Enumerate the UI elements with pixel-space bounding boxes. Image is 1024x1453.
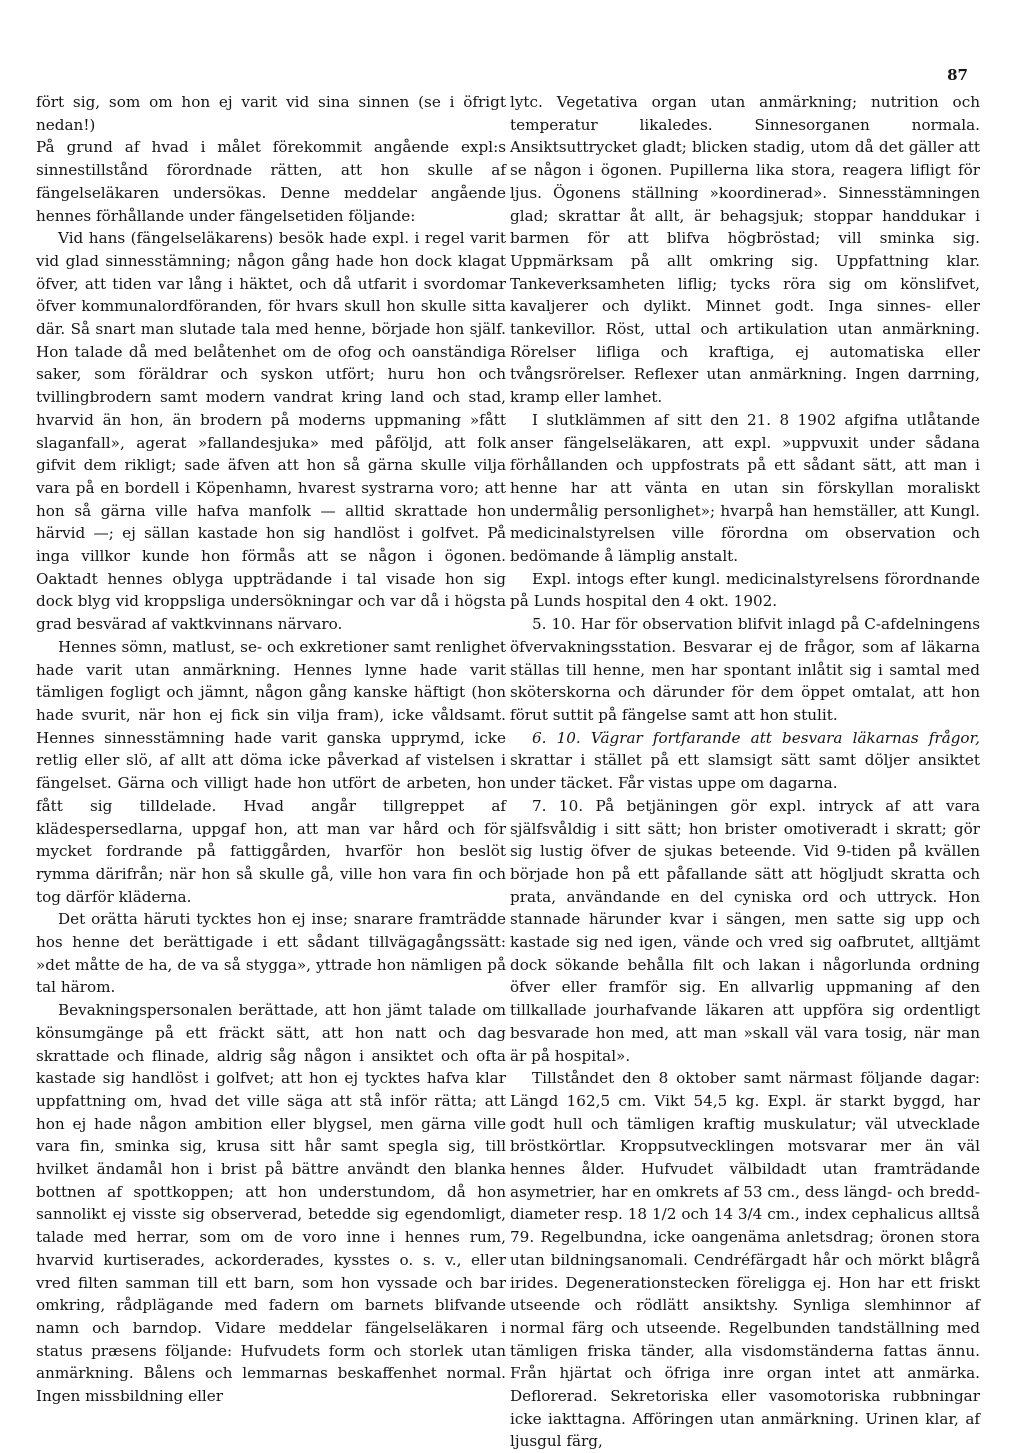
paragraph: Expl. intogs efter kungl. medicinalstyrelsens förordnande på Lunds hospital den 4 okt. 1902. [510, 569, 980, 611]
paragraph: Vid hans (fängelseläkarens) besök hade expl. i regel varit vid glad sinnesstämning; någon gång hade hon dock klagat öfver, att tiden var lång i häktet, och då utfarit i svordomar öfver kommunalordföranden, för hvars skull hon skulle sitta där. Så snart man slutade tala med henne, började hon själf. Hon talade då med belåtenhet om de ofog och oanständiga saker, som föräldrar och syskon utfört; huru hon och tvillingbrodern samt modern vandrat kring land och stad, hvarvid än hon, än brodern på moderns uppmaning »fått slaganfall», agerat »fallandesjuka» med påföljd, att folk gifvit dem rikligt; sade äfven att hon så gärna skulle vilja vara på en bordell i Köpenhamn, hvarest systrarna voro; att hon så gärna ville hafva manfolk — alltid skrattade hon härvid —; ej sällan kastade hon sig handlöst i golfvet. På inga villkor kunde hon förmås att se någon i ögonen. Oaktadt hennes oblyga uppträdande i tal visade hon sig dock blyg vid kroppsliga undersökningar och var då i högsta grad besvärad af vaktkvinnans närvaro. [36, 229, 506, 634]
paragraph: Bevakningspersonalen berättade, att hon jämt talade om könsumgänge på ett fräckt sätt, att hon natt och dag skrattade och flinade, aldrig såg någon i ansiktet och ofta kastade sig handlöst i golfvet; att hon ej tycktes hafva klar uppfattning om, hvad det ville säga att stå inför rätta; att hon ej hade någon ambition eller blygsel, men gärna ville vara fin, sminka sig, krusa sitt hår samt spegla sig, till hvilket ändamål hon i brist på bättre användt den blanka bottnen af spottkoppen; att hon understundom, då hon sannolikt ej visste sig observerad, betedde sig egendomligt, talade med herrar, som om de voro inne i hennes rum, hvarvid kurtiserades, ackorderades, kysstes o. s. v., eller vred filten samman till ett barn, som hon vyssade och bar omkring, rådplägande med fadern om barnets blifvande namn och barndop. Vidare meddelar fängelseläkaren i status præsens följande: Hufvudets form och storlek utan anmärkning. Bålens och lemmarnas beskaffenhet normal. Ingen missbildning eller [36, 1001, 506, 1406]
paragraph: 7. 10. På betjäningen gör expl. intryck af att vara själfsvåldig i sitt sätt; hon brister omotiveradt i skratt; gör sig lustig öfver de sjukas beteende. Vid 9-tiden på kvällen började hon på ett påfallande sätt att högljudt skratta och prata, användande en del cyniska ord och uttryck. Hon stannade härunder kvar i sängen, men satte sig upp och kastade sig ned igen, vände och vred sig oafbrutet, alltjämt dock sökande behålla filt och lakan i någorlunda ordning öfver eller framför sig. En allvarlig uppmaning af den tillkallade jourhafvande läkaren att uppföra sig ordentligt besvarade hon med, att man »skall väl vara tosig, när man är på hospital». [510, 796, 980, 1065]
left-column [36, 91, 506, 1408]
paragraph: Tillståndet den 8 oktober samt närmast följande dagar: Längd 162,5 cm. Vikt 54,5 kg. Expl. är starkt byggd, har godt hull och tämligen kraftig muskulatur; väl utvecklade bröstkörtlar. Kroppsutvecklingen motsvarar mer än väl hennes ålder. Hufvudet välbildadt utan framträdande asymetrier, har en omkrets af 53 cm., dess längd- och bredd-diameter resp. 18 1/2 och 14 3/4 cm., index cephalicus alltså 79. Regelbundna, icke oangenäma anletsdrag; öronen stora utan bildningsanomali. Cendréfärgadt hår och mörkt blågrå irides. Degenerationstecken föreligga ej. Hon har ett friskt utseende och rödlätt ansiktshy. Synliga slemhinnor af normal färg och utseende. Regelbunden tandställning med tämligen friska tänder, alla visdomständerna fattas ännu. Från hjärtat och öfriga inre organ intet att anmärka. Deflorerad. Sekretoriska eller vasomotoriska rubbningar icke iakttagna. Afföringen utan anmärkning. Urinen klar, af ljusgul färg, [510, 1069, 980, 1451]
right-column [510, 91, 980, 1453]
paragraph [510, 727, 980, 795]
paragraph: fört sig, som om hon ej varit vid sina sinnen (se i öfrigt nedan!) [36, 93, 506, 134]
paragraph: I slutklämmen af sitt den 21. 8 1902 afgifna utlåtande anser fängelseläkaren, att expl. »uppvuxit under sådana förhållanden och uppfostrats på ett sådant sätt, att man i henne har att vänta en utan sin förskyllan moraliskt undermålig personlighet»; hvarpå han hemställer, att Kungl. medicinalstyrelsen ville förordna om observation och bedömande å lämplig anstalt. [510, 410, 980, 566]
paragraph: Det orätta häruti tycktes hon ej inse; snarare framträdde hos henne det berättigade i ett sådant tillvägagångssätt: »det måtte de ha, de va så stygga», yttrade hon nämligen på tal härom. [36, 910, 506, 997]
paragraph-text: skrattar i stället på ett slamsigt sätt samt döljer ansiktet under täcket. Får vistas uppe om dagarna. [510, 751, 980, 793]
paragraph: På grund af hvad i målet förekommit angående expl:s sinnestillstånd förordnade rätten, att hon skulle af fängelseläkaren undersökas. Denne meddelar angående hennes förhållande under fängelsetiden följande: [36, 138, 506, 225]
paragraph: lytc. Vegetativa organ utan anmärkning; nutrition och temperatur likaledes. Sinnesorganen normala. Ansiktsuttrycket gladt; blicken stadig, utom då det gäller att se någon i ögonen. Pupillerna lika stora, reagera lifligt för ljus. Ögonens ställning »koordinerad». Sinnesstämningen glad; skrattar åt allt, är behagsjuk; stoppar handdukar i barmen för att blifva högbröstad; vill sminka sig. Uppmärksam på allt omkring sig. Uppfattning klar. Tankeverksamheten liflig; tycks röra sig om könslifvet, kavaljerer och dylikt. Minnet godt. Inga sinnes- eller tankevillor. Röst, uttal och artikulation utan anmärkning. Rörelser lifliga och kraftiga, ej automatiska eller tvångsrörelser. Reflexer utan anmärkning. Ingen darrning, kramp eller lamhet. [510, 93, 980, 407]
paragraph: 5. 10. Har för observation blifvit inlagd på C-afdelningens öfvervakningsstation. Besvarar ej de frågor, som af läkarna ställas till henne, men har spontant inlåtit sig i samtal med sköterskorna och därunder för dem öppet omtalat, att hon förut suttit på fängelse samt att hon stulit. [510, 615, 980, 724]
paragraph: Hennes sömn, matlust, se- och exkretioner samt renlighet hade varit utan anmärkning. Hennes lynne hade varit tämligen fogligt och jämnt, någon gång kanske häftigt (hon hade svurit, när hon ej fick sin vilja fram), icke våldsamt. Hennes sinnesstämning hade varit ganska upprymd, icke retlig eller slö, af allt att döma icke påverkad af vistelsen i fängelset. Gärna och villigt hade hon utfört de arbeten, hon fått sig tilldelade. Hvad angår tillgreppet af klädespersedlarna, uppgaf hon, att man var hård och för mycket fordrande på fattiggården, hvarför hon beslöt rymma därifrån; när hon så skulle gå, ville hon vara fin och tog därför kläderna. [36, 637, 506, 906]
run-in-italic: 6. 10. Vägrar fortfarande att besvara läkarnas frågor, [532, 728, 980, 747]
page-number: 87 [947, 66, 968, 84]
